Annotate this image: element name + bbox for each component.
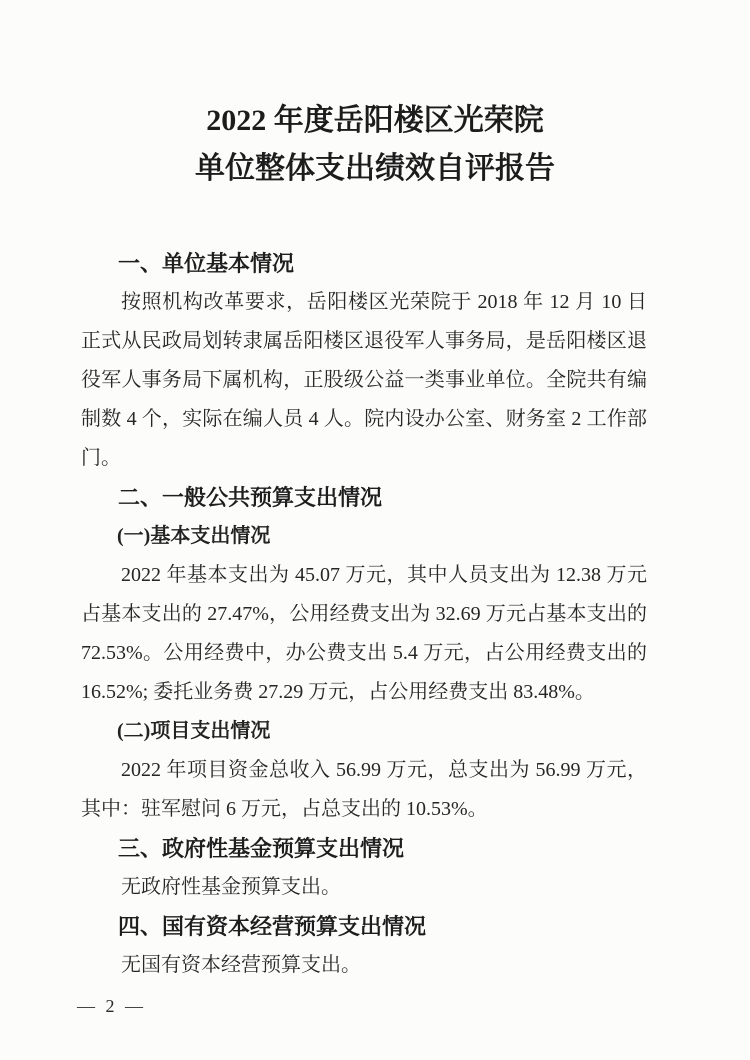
document-title-line-1: 2022 年度岳阳楼区光荣院 [206, 104, 544, 137]
document-heading1: 三、政府性基金预算支出情况 [118, 836, 405, 861]
document-heading2: (二)项目支出情况 [117, 720, 271, 742]
document-title-line-2: 单位整体支出绩效自评报告 [195, 152, 555, 185]
document-paragraph: 无国有资本经营预算支出。 [121, 954, 361, 976]
document-heading1: 一、单位基本情况 [118, 251, 295, 276]
page-number: — 2 — [77, 996, 146, 1016]
document-paragraph: 2022 年基本支出为 45.07 万元，其中人员支出为 12.38 万元占基本支出的 27.47%，公用经费支出为 32.69 万元占基本支出的 72.53%。公用经费中，办公费支出 5.4 万元，占公用经费支出的 16.52%; 委托业务费 27.29 万元，占公用经费支出 83.48%。 [81, 564, 647, 703]
document-title [0, 97, 750, 193]
document-body [81, 244, 647, 985]
document-paragraph: 无政府性基金预算支出。 [121, 876, 341, 898]
document-heading1: 四、国有资本经营预算支出情况 [118, 914, 427, 939]
document-paragraph: 2022 年项目资金总收入 56.99 万元，总支出为 56.99 万元，其中：驻军慰问 6 万元，占总支出的 10.53%。 [81, 759, 647, 820]
document-heading1: 二、一般公共预算支出情况 [118, 485, 383, 510]
document-paragraph: 按照机构改革要求，岳阳楼区光荣院于 2018 年 12 月 10 日正式从民政局划转隶属岳阳楼区退役军人事务局，是岳阳楼区退役军人事务局下属机构，正股级公益一类事业单位。全院共有编制数 4 个，实际在编人员 4 人。院内设办公室、财务室 2 工作部门。 [81, 291, 647, 469]
document-heading2: (一)基本支出情况 [117, 525, 271, 547]
